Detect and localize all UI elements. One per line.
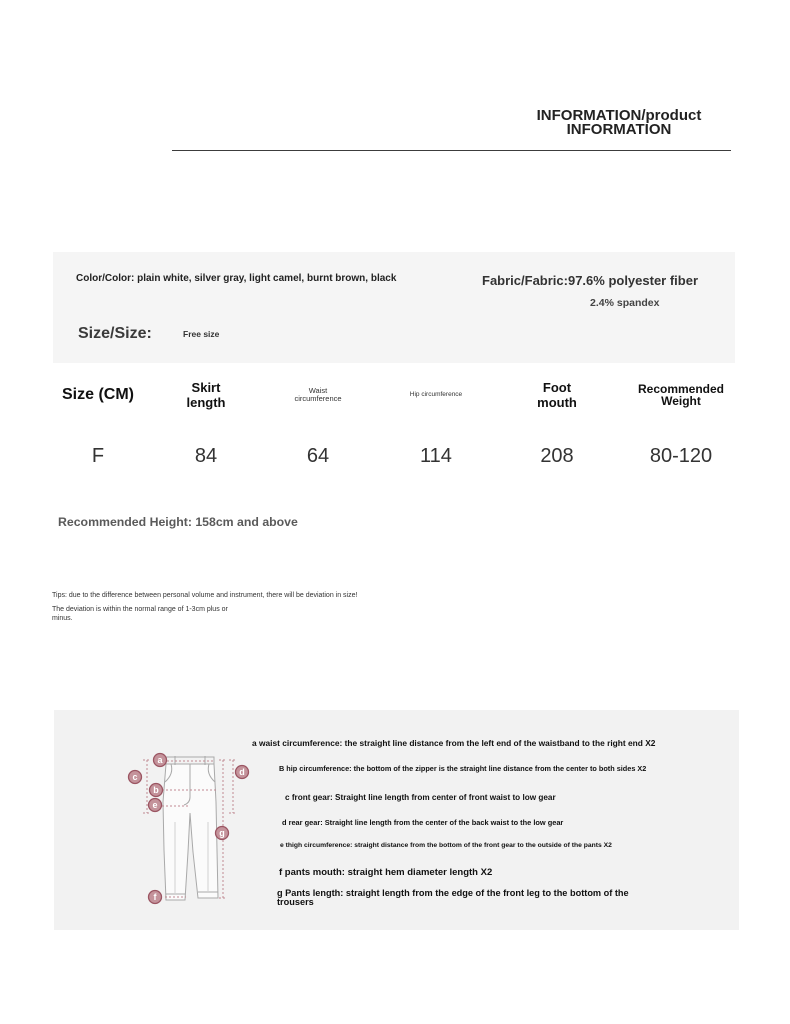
header-cell-hip — [380, 375, 492, 415]
pants-waistband — [166, 757, 214, 764]
size-value-text: F — [91, 445, 105, 467]
size-table-row — [40, 440, 740, 472]
table-cell-foot-mouth — [492, 440, 622, 472]
marker-d — [236, 766, 249, 779]
tip-text-deviation: The deviation is within the normal range of 1-3cm plus or minus. — [52, 606, 228, 622]
table-cell-size — [40, 440, 156, 472]
product-info-panel — [53, 252, 735, 363]
marker-e — [149, 799, 162, 812]
waist-value: 64 — [306, 445, 330, 467]
header-divider — [172, 150, 731, 151]
header-weight-label: Recommended Weight — [637, 382, 725, 408]
measurement-item-f: f pants mouth: straight hem diameter length X2 — [279, 866, 493, 878]
color-options: Color/Color: plain white, silver gray, light camel, burnt brown, black — [76, 273, 397, 284]
measurement-item-a: a waist circumference: the straight line distance from the left end of the waistband to the right end X2 — [252, 738, 656, 748]
measurement-item-c: c front gear: Straight line length from center of front waist to low gear — [285, 793, 556, 802]
table-cell-hip — [380, 440, 492, 472]
marker-b — [150, 784, 163, 797]
marker-b-letter: b — [153, 785, 159, 795]
table-cell-waist — [256, 440, 380, 472]
size-table-header — [40, 375, 740, 415]
header-hip-label: Hip circumference — [409, 391, 463, 398]
marker-g-letter: g — [219, 828, 225, 838]
header-skirt-length-label: Skirt length — [186, 380, 226, 410]
tip-text: Tips: due to the difference between personal volume and instrument, there will be deviation in size! — [52, 592, 358, 599]
marker-g — [216, 827, 229, 840]
size-label: Size/Size: — [78, 325, 152, 342]
fabric-composition: Fabric/Fabric:97.6% polyester fiber — [482, 273, 699, 288]
measurement-guide-panel — [54, 710, 739, 930]
header-cell-waist — [256, 375, 380, 415]
marker-f — [149, 891, 162, 904]
measurement-item-e: e thigh circumference: straight distance from the bottom of the front gear to the outside of the pants X2 — [280, 842, 612, 849]
measurement-item-d: d rear gear: Straight line length from the center of the back waist to the low gear — [282, 817, 564, 827]
measurement-item-g: g Pants length: straight length from the edge of the front leg to the bottom of the trousers — [277, 887, 629, 907]
table-cell-weight — [622, 440, 740, 472]
recommended-height: Recommended Height: 158cm and above — [58, 515, 298, 529]
marker-c — [129, 771, 142, 784]
weight-value: 80-120 — [649, 445, 713, 467]
size-value: Free size — [183, 329, 220, 339]
marker-d-letter: d — [239, 767, 245, 777]
header-cell-size — [40, 375, 156, 415]
marker-f-letter: f — [153, 892, 157, 902]
fabric-spandex: 2.4% spandex — [590, 297, 660, 309]
marker-a-letter: a — [157, 755, 163, 765]
measure-line-d — [229, 760, 237, 813]
header-cell-skirt-length — [156, 375, 256, 415]
page-title: INFORMATION/product INFORMATION — [536, 107, 702, 138]
measurement-item-b: B hip circumference: the bottom of the zipper is the straight line distance from the center to both sides X2 — [279, 763, 647, 773]
header-cell-weight — [622, 375, 740, 415]
marker-c-letter: c — [132, 772, 138, 782]
size-table — [40, 375, 740, 472]
marker-e-letter: e — [152, 800, 158, 810]
header-waist-label: Waist circumference — [294, 385, 342, 403]
header-cell-foot-mouth — [492, 375, 622, 415]
marker-a — [154, 754, 167, 767]
header-size-label: Size (CM) — [62, 386, 134, 403]
table-cell-skirt-length — [156, 440, 256, 472]
hip-value: 114 — [420, 445, 452, 467]
header-foot-mouth-label: Foot mouth — [537, 380, 577, 410]
pants-outline — [163, 756, 218, 900]
skirt-length-value: 84 — [194, 445, 218, 467]
foot-mouth-value: 208 — [540, 445, 574, 467]
